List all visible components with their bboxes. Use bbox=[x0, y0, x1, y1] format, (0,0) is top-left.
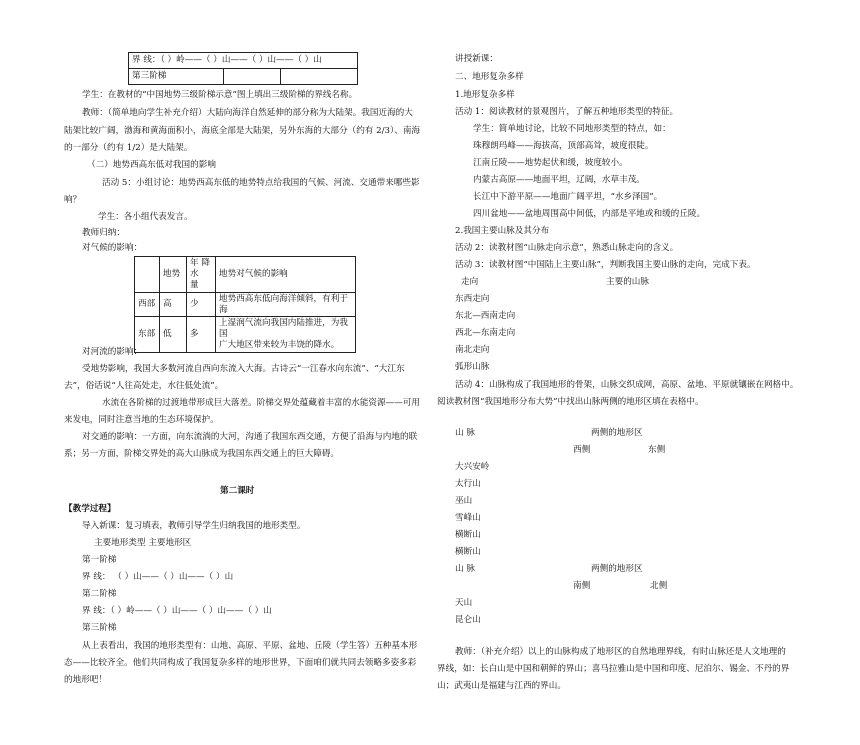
paragraph: 对交通的影响：一方面，向东流淌的大河，沟通了我国东西交通，方便了沿海与内地的联 bbox=[82, 432, 418, 442]
paragraph: 态——比较齐全。他们共同构成了我国复杂多样的地形世界，下面咱们就共同去领略多姿多彩 bbox=[64, 658, 417, 668]
third-step-table bbox=[128, 68, 358, 85]
paragraph: 教师：（简单地向学生补充介绍）大陆向海洋自然延伸的部分称为大陆架。我国近海的大 bbox=[82, 108, 413, 118]
paragraph: 对气候的影响： bbox=[82, 243, 143, 253]
header-effect: 地势对气候的影响 bbox=[216, 257, 356, 293]
header-terrain: 地势 bbox=[160, 257, 187, 293]
direction-row: 弧形山脉 bbox=[455, 362, 490, 372]
paragraph: 去”，俗话说“人往高处走，水往低处流”。 bbox=[64, 381, 224, 391]
mountain-row: 太行山 bbox=[455, 479, 481, 489]
paragraph: 受地势影响，我国大多数河流自西向东流入大海。古诗云“一江春水向东流”、“大江东 bbox=[82, 364, 405, 374]
paragraph: 主要地形类型 主要地形区 bbox=[94, 538, 192, 548]
paragraph: 陆架比较广阔，渤海和黄海面积小，海底全部是大陆架，另外东海的大部分（约有 2/3）、南海 bbox=[64, 126, 421, 136]
paragraph: 界线，如：长白山是中国和朝鲜的界山；喜马拉雅山是中国和印度、尼泊尔、锡金、不丹的界 bbox=[437, 664, 790, 674]
paragraph: 第二阶梯 bbox=[82, 589, 117, 599]
paragraph: 江南丘陵——地势起伏和缓，坡度较小。 bbox=[473, 158, 628, 168]
paragraph: 学生：各小组代表发言。 bbox=[98, 212, 193, 222]
paragraph: 来发电，同时注意当地的生态环境保护。 bbox=[64, 415, 219, 425]
table-header: 山 脉 bbox=[455, 564, 475, 574]
paragraph: 学生：简单地讨论，比较不同地形类型的特点，如： bbox=[473, 124, 671, 134]
region-east: 东部 bbox=[135, 317, 160, 352]
paragraph: 阅读教材图“我国地形分布大势”中找出山脉两侧的地形区填在表格中。 bbox=[437, 397, 704, 407]
direction-row: 西北—东南走向 bbox=[455, 328, 516, 338]
section-heading: 2.我国主要山脉及其分布 bbox=[455, 226, 550, 236]
lesson-heading: 第二课时 bbox=[220, 486, 255, 496]
table-header: 西侧 bbox=[573, 445, 591, 455]
table-header: 山 脉 bbox=[455, 428, 475, 438]
paragraph: 的地形吧！ bbox=[64, 675, 107, 685]
mountain-row: 雪峰山 bbox=[455, 513, 481, 523]
section-heading: 二、地形复杂多样 bbox=[455, 72, 524, 82]
mountain-header: 主要的山脉 bbox=[606, 277, 649, 287]
third-step-label: 第三阶梯 bbox=[129, 69, 224, 85]
paragraph: 第三阶梯 bbox=[82, 623, 117, 633]
direction-row: 东西走向 bbox=[455, 294, 490, 304]
paragraph: 内蒙古高原——地面平坦，辽阔，水草丰茂。 bbox=[473, 175, 645, 185]
paragraph: 从上表看出，我国的地形类型有：山地、高原、平原、盆地、丘陵（学生答）五种基本形 bbox=[82, 641, 418, 651]
paragraph: 响？ bbox=[64, 195, 82, 205]
direction-header: 走向 bbox=[461, 277, 479, 287]
paragraph: 学生：在教材的“中国地势三级阶梯示意”图上填出三级阶梯的界线名称。 bbox=[82, 90, 358, 100]
paragraph: 长江中下游平原——地面广阔平坦，“水乡泽国”。 bbox=[473, 192, 663, 202]
boundary-table bbox=[128, 52, 358, 69]
paragraph: 系；另一方面，阶梯交界处的高大山脉成为我国东西交通上的巨大障碍。 bbox=[64, 449, 340, 459]
table-header: 东侧 bbox=[648, 445, 666, 455]
paragraph: 教师：（补充介绍）以上的山脉构成了地形区的自然地理界线，有时山脉还是人文地理的 bbox=[455, 647, 786, 657]
direction-row: 南北走向 bbox=[455, 345, 490, 355]
paragraph: 对河流的影响： bbox=[82, 347, 143, 357]
mountain-row: 巫山 bbox=[455, 496, 473, 506]
mountain-row: 横断山 bbox=[455, 547, 481, 557]
table-header: 南侧 bbox=[573, 581, 591, 591]
table-header: 两侧的地形区 bbox=[591, 564, 643, 574]
paragraph: 活动 3：读教材图“中国陆上主要山脉”，判断我国主要山脉的走向，完成下表。 bbox=[455, 260, 756, 270]
paragraph: 水流在各阶梯的过渡地带形成巨大落差。阶梯交界处蕴藏着丰富的水能资源——可用 bbox=[102, 398, 420, 408]
table-header: 两侧的地形区 bbox=[591, 428, 643, 438]
paragraph: 界 线： （ ）山——（ ）山——（ ）山 bbox=[82, 572, 234, 582]
mountain-row: 横断山 bbox=[455, 530, 481, 540]
direction-row: 东北—西南走向 bbox=[455, 311, 516, 321]
paragraph: 活动 4：山脉构成了我国地形的骨架，山脉交织成网，高原、盆地、平原就镶嵌在网格中。 bbox=[455, 380, 799, 390]
paragraph: 珠穆朗玛峰——海拔高，顶部高耸，坡度很陡。 bbox=[473, 141, 654, 151]
process-heading: 【教学过程】 bbox=[64, 504, 116, 514]
section-heading: （二）地势西高东低对我国的影响 bbox=[87, 160, 216, 170]
paragraph: 第一阶梯 bbox=[82, 555, 117, 565]
table-header: 北侧 bbox=[650, 581, 668, 591]
mountain-row: 天山 bbox=[455, 598, 473, 608]
region-west: 西部 bbox=[135, 293, 160, 317]
paragraph: 活动 1：阅读教材的景观图片，了解五种地形类型的特征。 bbox=[455, 107, 679, 117]
paragraph: 界 线：（ ）岭——（ ）山——（ ）山——（ ）山 bbox=[82, 606, 272, 616]
mountain-row: 昆仑山 bbox=[455, 615, 481, 625]
paragraph: 讲授新课： bbox=[455, 54, 498, 64]
mountain-row: 大兴安岭 bbox=[455, 462, 490, 472]
paragraph: 山；武夷山是福建与江西的界山。 bbox=[437, 681, 566, 691]
climate-table: 地势 年 降 水 量 地势对气候的影响 西部 高 少 地势西高东低向海洋倾斜，有利于海 东部 低 多 上湿润气流向我国内陆推进，为我国 广大地区带来较为丰饶的降水。 bbox=[134, 256, 356, 353]
header-rain: 年 降 水 量 bbox=[187, 257, 216, 293]
boundary-label: 界 线：（ ）岭——（ ）山——（ ）山——（ ）山 bbox=[129, 53, 358, 69]
paragraph: 活动 2：读教材图“山脉走向示意”，熟悉山脉走向的含义。 bbox=[455, 243, 679, 253]
paragraph: 的一部分（约有 1/2）是大陆架。 bbox=[64, 143, 193, 153]
paragraph: 四川盆地——盆地周围高中间低，内部是平地或和缓的丘陵。 bbox=[473, 209, 706, 219]
paragraph: 活动 5：小组讨论：地势西高东低的地势特点给我国的气候、河流、交通带来哪些影 bbox=[102, 178, 420, 188]
paragraph: 导入新课：复习填表，教师引导学生归纳我国的地形类型。 bbox=[82, 521, 306, 531]
paragraph: 教师归纳： bbox=[82, 228, 125, 238]
section-heading: 1.地形复杂多样 bbox=[455, 90, 515, 100]
